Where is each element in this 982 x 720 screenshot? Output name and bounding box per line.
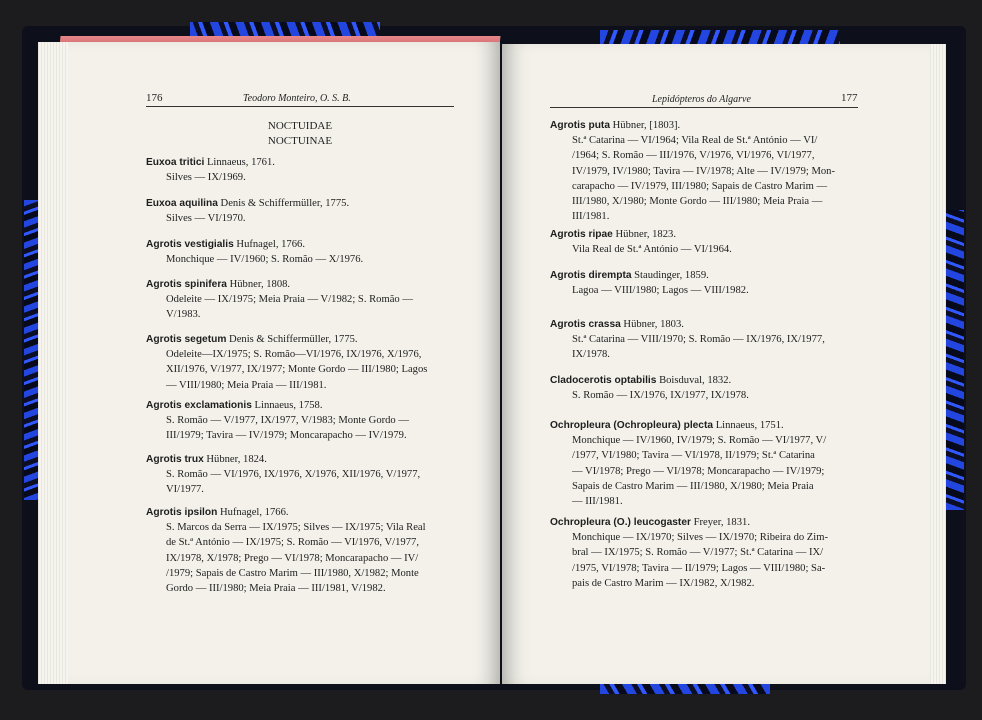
record-line: carapacho — IV/1979, III/1980; Sapais de Castro Marim — <box>572 180 828 192</box>
species-entry <box>550 118 860 224</box>
record-line: S. Romão — V/1977, IX/1977, V/1983; Monte Gordo — <box>166 415 409 427</box>
species-name: Euxoa aquilina <box>146 198 218 209</box>
record-line: S. Romão — VI/1976, IX/1976, X/1976, XII/1976, V/1977, <box>166 469 421 481</box>
record-line: Silves — VI/1970. <box>166 213 246 225</box>
record-line: XII/1976, V/1977, IX/1977; Monte Gordo — III/1980; Lagos <box>166 364 428 376</box>
species-name: Agrotis trux <box>146 454 204 465</box>
species-author: Hübner, 1803. <box>620 319 684 330</box>
marbled-edge-right <box>946 210 964 510</box>
species-name: Agrotis exclamationis <box>146 400 252 411</box>
record-line: — VI/1978; Prego — VI/1978; Moncarapacho — IV/1979; <box>572 465 825 477</box>
species-entry <box>146 332 454 393</box>
species-author: Hübner, 1824. <box>203 454 267 465</box>
species-name: Agrotis segetum <box>146 334 227 345</box>
record-line: III/1981. <box>572 211 610 223</box>
species-author: Boisduval, 1832. <box>656 375 732 386</box>
species-name: Ochropleura (Ochropleura) plecta <box>550 420 714 431</box>
species-entry <box>550 373 860 403</box>
record-line: — III/1981. <box>572 496 623 508</box>
record-line: Monchique — IX/1970; Silves — IX/1970; Ribeira do Zim- <box>572 532 828 544</box>
record-line: Odeleite — IX/1975; Meia Praia — V/1982; S. Romão — <box>166 294 413 306</box>
record-line: Silves — IX/1969. <box>166 172 246 184</box>
species-author: Hübner, 1823. <box>612 229 676 240</box>
record-line: Monchique — IV/1960; S. Romão — X/1976. <box>166 254 364 266</box>
species-name: Agrotis puta <box>550 120 610 131</box>
species-entry <box>146 398 454 444</box>
species-author: Hübner, 1808. <box>226 279 291 290</box>
record-line: Lagoa — VIII/1980; Lagos — VIII/1982. <box>572 285 749 297</box>
record-line: St.ª Catarina — VI/1964; Vila Real de St.ª António — VI/ <box>572 135 818 147</box>
record-line: V/1983. <box>166 309 201 321</box>
species-author: Linnaeus, 1758. <box>251 400 323 411</box>
record-line: Odeleite—IX/1975; S. Romão—VI/1976, IX/1976, X/1976, <box>166 349 422 361</box>
running-head-right: Lepidópteros do Algarve <box>652 94 751 105</box>
record-line: Sapais de Castro Marim — III/1980, X/1980; Meia Praia <box>572 480 814 492</box>
header-rule-left <box>146 106 454 107</box>
record-line: — VIII/1980; Meia Praia — III/1981. <box>166 379 327 391</box>
record-line: /1975, VI/1978; Tavira — II/1979; Lagos — VIII/1980; Sa- <box>572 562 826 574</box>
species-author: Hübner, [1803]. <box>610 120 681 131</box>
record-line: /1979; Sapais de Castro Marim — III/1980, X/1982; Monte <box>166 567 419 579</box>
record-line: IX/1978, X/1978; Prego — VI/1978; Moncarapacho — IV/ <box>166 552 419 564</box>
species-name: Agrotis spinifera <box>146 279 227 290</box>
species-name: Ochropleura (O.) leucogaster <box>550 517 691 528</box>
record-line: Monchique — IV/1960, IV/1979; S. Romão — VI/1977, V/ <box>572 435 827 447</box>
species-name: Agrotis crassa <box>550 319 621 330</box>
species-name: Cladocerotis optabilis <box>550 375 657 386</box>
species-author: Denis & Schiffermüller, 1775. <box>226 334 358 345</box>
left-page-leaves <box>38 42 68 684</box>
marbled-edge-top-right <box>600 30 840 44</box>
species-name: Euxoa tritici <box>146 157 205 168</box>
species-author: Hufnagel, 1766. <box>233 239 305 250</box>
record-line: IX/1978. <box>572 349 610 361</box>
page-number-left: 176 <box>146 92 163 104</box>
species-entry <box>146 237 454 267</box>
species-entry <box>146 277 454 323</box>
species-entry <box>550 268 860 298</box>
record-line: St.ª Catarina — VIII/1970; S. Romão — IX/1976, IX/1977, <box>572 334 825 346</box>
record-line: pais de Castro Marim — IX/1982, X/1982. <box>572 577 755 589</box>
record-line: III/1979; Tavira — IV/1979; Moncarapacho — IV/1979. <box>166 430 407 442</box>
species-author: Staudinger, 1859. <box>631 270 709 281</box>
species-entry <box>146 196 454 226</box>
species-entry <box>146 452 454 498</box>
record-line: de St.ª António — IX/1975; S. Romão — VI/1976, V/1977, <box>166 537 419 549</box>
record-line: S. Marcos da Serra — IX/1975; Silves — IX/1975; Vila Real <box>166 522 426 534</box>
subfamily-title: NOCTUINAE <box>267 135 333 147</box>
header-rule-right <box>550 107 858 108</box>
page-number-right: 177 <box>841 92 858 104</box>
record-line: bral — IX/1975; S. Romão — V/1977; St.ª Catarina — IX/ <box>572 547 824 559</box>
running-head-left: Teodoro Monteiro, O. S. B. <box>243 93 351 104</box>
record-line: /1964; S. Romão — III/1976, V/1976, VI/1976, VI/1977, <box>572 150 815 162</box>
record-line: S. Romão — IX/1976, IX/1977, IX/1978. <box>572 390 749 402</box>
species-entry <box>550 317 860 363</box>
species-name: Agrotis dirempta <box>550 270 632 281</box>
species-entry <box>550 418 860 509</box>
family-title: NOCTUIDAE <box>267 120 333 132</box>
species-entry <box>550 227 860 257</box>
species-name: Agrotis ripae <box>550 229 613 240</box>
record-line: IV/1979, IV/1980; Tavira — IV/1978; Alte — IV/1979; Mon- <box>572 165 835 177</box>
species-author: Hufnagel, 1766. <box>217 507 289 518</box>
species-author: Linnaeus, 1761. <box>204 157 275 168</box>
record-line: III/1980, X/1980; Monte Gordo — III/1980; Meia Praia — <box>572 196 823 208</box>
species-entry <box>146 505 454 596</box>
species-author: Freyer, 1831. <box>690 517 750 528</box>
species-author: Linnaeus, 1751. <box>713 420 784 431</box>
marbled-edge-left <box>24 200 38 500</box>
record-line: Vila Real de St.ª António — VI/1964. <box>572 244 732 256</box>
right-page-leaves <box>930 44 946 684</box>
species-name: Agrotis ipsilon <box>146 507 218 518</box>
species-name: Agrotis vestigialis <box>146 239 234 250</box>
record-line: VI/1977. <box>166 484 204 496</box>
species-author: Denis & Schiffermüller, 1775. <box>217 198 350 209</box>
species-entry <box>550 515 860 591</box>
species-entry <box>146 155 454 185</box>
record-line: /1977, VI/1980; Tavira — VI/1978, II/1979; St.ª Catarina <box>572 450 815 462</box>
record-line: Gordo — III/1980; Meia Praia — III/1981, V/1982. <box>166 583 386 595</box>
